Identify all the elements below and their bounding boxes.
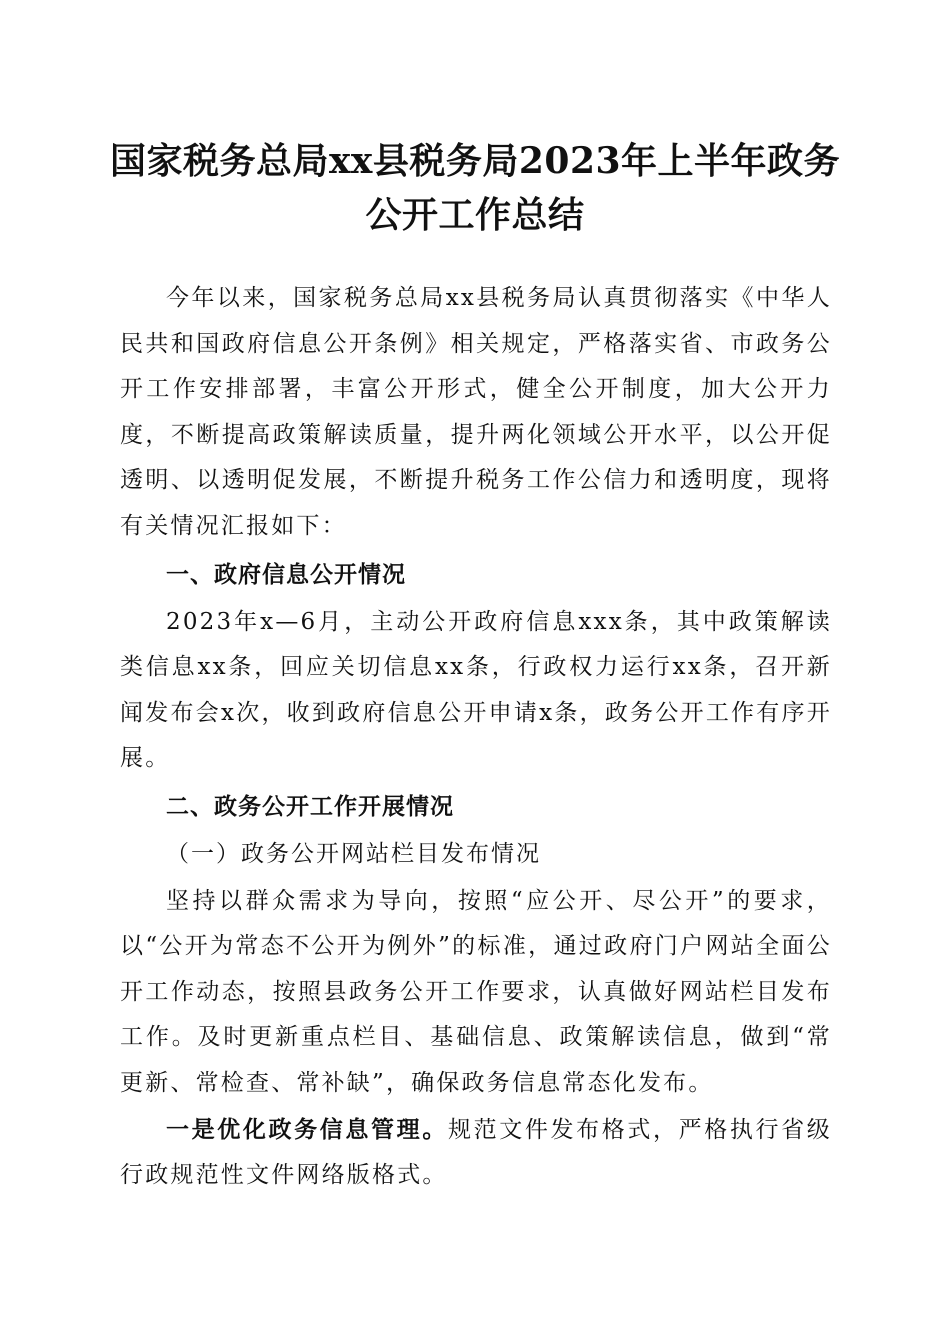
section-heading-1: 一、政府信息公开情况	[166, 561, 406, 588]
item-1-paragraph	[120, 1107, 832, 1199]
document-title: 国家税务总局xx县税务局2023年上半年政务公开工作总结	[109, 140, 841, 236]
intro-paragraph: 今年以来，国家税务总局xx县税务局认真贯彻落实《中华人民共和国政府信息公开条例》相关规定，严格落实省、市政务公开工作安排部署，丰富公开形式，健全公开制度，加大公开力度，不断提高政策解读质量，提升两化领域公开水平，以公开促透明、以透明促发展，不断提升税务工作公信力和透明度，现将有关情况汇报如下：	[120, 285, 832, 539]
document-body	[120, 276, 832, 1199]
subsection-1-paragraph: 坚持以群众需求为导向，按照“应公开、尽公开”的要求，以“公开为常态不公开为例外”的标准，通过政府门户网站全面公开工作动态，按照县政务公开工作要求，认真做好网站栏目发布工作。及时更新重点栏目、基础信息、政策解读信息，做到“常更新、常检查、常补缺”，确保政务信息常态化发布。	[120, 887, 832, 1096]
section-1-paragraph: 2023年x—6月，主动公开政府信息xxx条，其中政策解读类信息xx条，回应关切信息xx条，行政权力运行xx条，召开新闻发布会x次，收到政府信息公开申请x条，政务公开工作有序开展。	[120, 608, 832, 772]
item-1-lead: 一是优化政务信息管理。	[166, 1115, 448, 1143]
subsection-heading-1: （一）政务公开网站栏目发布情况	[166, 840, 541, 867]
section-heading-2: 二、政务公开工作开展情况	[166, 793, 454, 820]
item-1-text: 规范文件发布格式，严格执行省级行政规范性文件网络版格式。	[120, 1116, 832, 1189]
